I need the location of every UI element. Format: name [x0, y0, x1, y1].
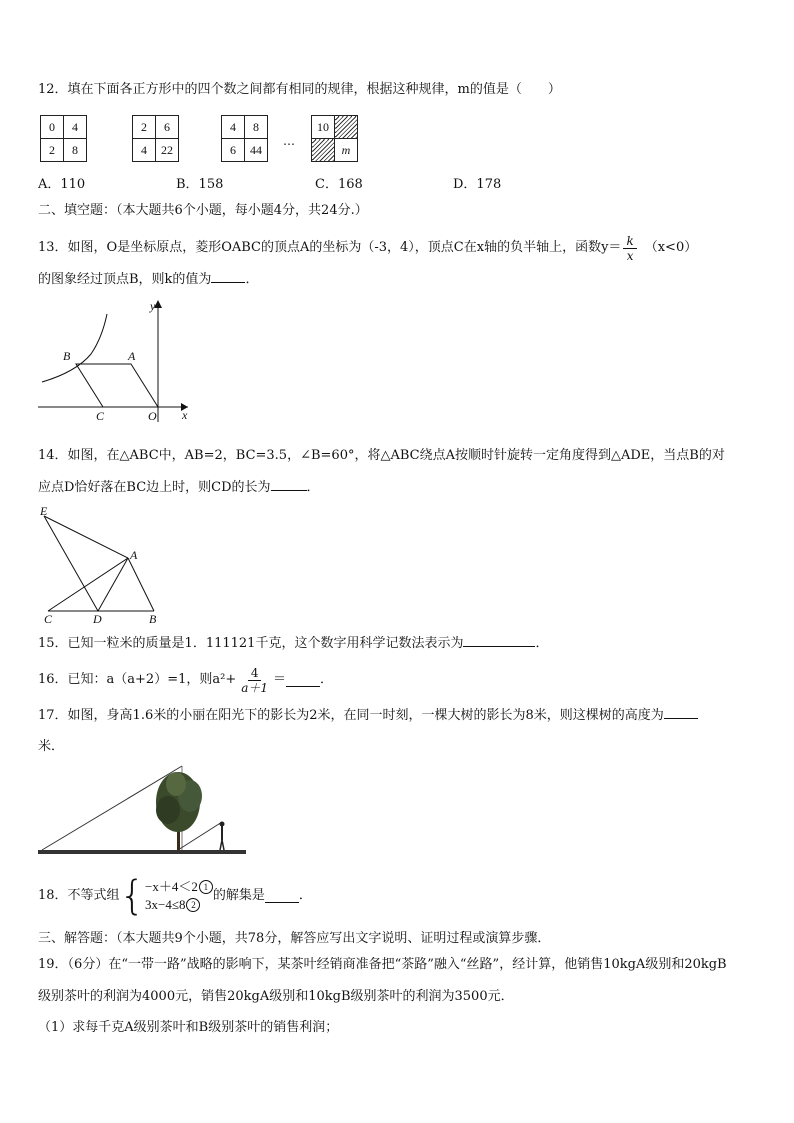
q14-figure: [36, 502, 166, 626]
section-3-heading: 三、解答题：（本大题共9个小题，共78分，解答应写出文字说明、证明过程或演算步骤．: [38, 931, 551, 946]
q15-text: 15．已知一粒米的质量是1．111121千克，这个数字用科学记数法表示为: [38, 636, 464, 651]
hatched-cell: [335, 116, 358, 139]
number-square-3: [221, 115, 268, 162]
q12-option-a[interactable]: A．110: [38, 177, 86, 192]
q13-answer-blank[interactable]: [211, 270, 245, 283]
inequality-system: [145, 878, 213, 914]
q13-frac-den: x: [626, 248, 634, 263]
cell-tl: 0: [41, 116, 64, 139]
number-square-1: [40, 115, 87, 162]
q18-end: ．: [298, 888, 312, 903]
q18-answer-blank[interactable]: [265, 890, 299, 903]
q12-option-d[interactable]: D．178: [453, 177, 502, 192]
person-figure: [220, 822, 225, 851]
q18-line: [38, 874, 312, 918]
cell-tr: 8: [245, 116, 268, 139]
q16-fraction: [238, 666, 271, 695]
q18-text-a: 18．不等式组: [38, 888, 120, 903]
rhombus-oabc: [76, 364, 158, 407]
q12-stem: 12．填在下面各正方形中的四个数之间都有相同的规律，根据这种规律，m的值是（ ）: [38, 82, 561, 97]
q13-fraction: [623, 234, 636, 263]
q18-text-b: 的解集是: [212, 888, 265, 903]
point-c-label: C: [96, 409, 105, 423]
q15-end: ．: [535, 636, 549, 651]
cell-br: 8: [64, 139, 87, 162]
ground-line: [38, 850, 246, 854]
q17-tree-shadow-figure: [38, 762, 248, 862]
cell-bl: 6: [222, 139, 245, 162]
segment-ea: [44, 516, 128, 558]
q16-equals: ＝: [273, 672, 287, 687]
q16-answer-blank[interactable]: [286, 674, 320, 687]
q19-subquestion-1: （1）求每千克A级别茶叶和B级别茶叶的销售利润；: [38, 1020, 339, 1035]
q17-answer-blank[interactable]: [664, 706, 698, 719]
circled-number-2: 2: [186, 898, 200, 912]
point-b-label: B: [149, 612, 157, 626]
q16-line: [38, 660, 333, 700]
q19-line1: 19．（6分）在“一带一路”战略的影响下，某茶叶经销商准备把“茶路”融入“丝路”，经计算，他销售10kgA级别和20kgB: [38, 957, 727, 972]
segment-ca: [48, 558, 128, 611]
number-square-4: [311, 115, 358, 162]
cell-bl: 4: [133, 139, 156, 162]
q14-line2: [38, 478, 320, 498]
inequality-2-text: 3x−4≤8: [145, 897, 186, 912]
number-square-2: [132, 115, 179, 162]
q13-line1: [38, 227, 697, 269]
cell-tr: 6: [156, 116, 179, 139]
circled-number-1: 1: [199, 880, 213, 894]
hyperbola-curve: [42, 314, 107, 382]
section-2-heading: 二、填空题：（本大题共6个小题，每小题4分，共24分.）: [38, 203, 368, 218]
q12-option-c[interactable]: C．168: [315, 177, 363, 192]
segment-ab: [128, 558, 154, 611]
q13-end: ．: [245, 272, 259, 287]
point-c-label: C: [44, 612, 53, 626]
point-a-label: A: [128, 349, 136, 363]
q14-answer-blank[interactable]: [271, 478, 307, 491]
inequality-1: [145, 878, 213, 896]
q15-line: [38, 634, 548, 654]
segment-ad: [98, 558, 128, 611]
q13-frac-num: k: [623, 234, 636, 249]
point-d-label: D: [93, 612, 102, 626]
cell-tl: 10: [312, 116, 335, 139]
inequality-2: [145, 896, 213, 914]
cell-tl: 4: [222, 116, 245, 139]
hatched-cell: [312, 139, 335, 162]
cell-bl: 2: [41, 139, 64, 162]
q13-line2: [38, 270, 258, 290]
q12-option-b[interactable]: B．158: [176, 177, 224, 192]
q17-text: 17．如图，身高1.6米的小丽在阳光下的影长为2米，在同一时刻，一棵大树的影长为8米，则这棵树的高度为: [38, 708, 664, 723]
system-brace: {: [119, 873, 145, 919]
squares-ellipsis: …: [283, 134, 295, 148]
q13-text-c: 的图象经过顶点B，则k的值为: [38, 272, 212, 287]
cell-tl: 2: [133, 116, 156, 139]
q13-figure: [36, 296, 196, 424]
cell-tr: 4: [64, 116, 87, 139]
point-a-label: A: [130, 548, 138, 562]
q17-line2: 米．: [38, 739, 65, 754]
q13-text-a: 13．如图，O是坐标原点，菱形OABC的顶点A的坐标为（-3，4），顶点C在x轴的负半轴上，函数y＝: [38, 240, 622, 255]
q16-frac-den: a＋1: [241, 680, 269, 695]
tree-canopy: [156, 772, 202, 832]
cell-m: m: [335, 139, 358, 162]
segment-ed: [44, 516, 98, 611]
q13-text-b: （x<0）: [644, 240, 698, 255]
q14-end: ．: [306, 480, 320, 495]
q14-text: 应点D恰好落在BC边上时，则CD的长为: [38, 480, 271, 495]
q16-end: ．: [320, 672, 334, 687]
x-label: x: [182, 408, 188, 422]
point-b-label: B: [63, 349, 71, 363]
inequality-1-text: −x＋4＜2: [145, 879, 198, 894]
cell-br: 22: [156, 139, 179, 162]
q16-frac-num: 4: [248, 666, 262, 681]
q19-line2: 级别茶叶的利润为4000元，销售20kgA级别和10kgB级别茶叶的利润为3500元．: [38, 989, 514, 1004]
point-o-label: O: [148, 409, 157, 423]
point-e-label: E: [40, 504, 48, 518]
q14-line1: 14．如图，在△ABC中，AB=2，BC=3.5，∠B=60°，将△ABC绕点A按顺时针旋转一定角度得到△ADE，当点B的对: [38, 448, 725, 463]
cell-br: 44: [245, 139, 268, 162]
q15-answer-blank[interactable]: [463, 634, 535, 647]
q17-line1: [38, 706, 698, 726]
y-label: y: [150, 299, 156, 313]
q16-text-a: 16．已知：a（a+2）=1，则a²+: [38, 672, 237, 687]
